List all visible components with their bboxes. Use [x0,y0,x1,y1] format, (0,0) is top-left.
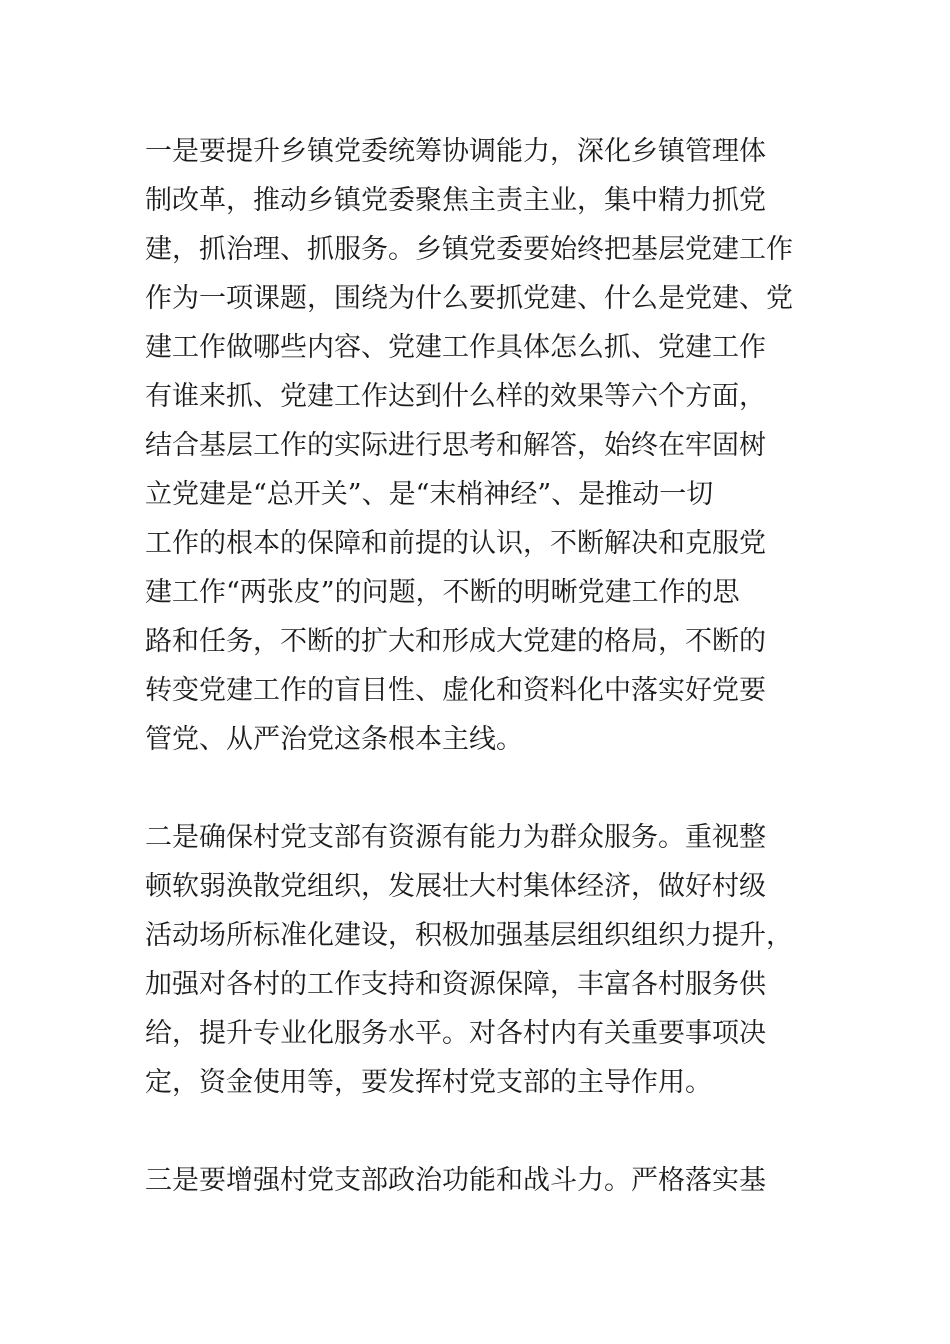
text-line: 给，提升专业化服务水平。对各村内有关重要事项决 [145,1018,766,1049]
text-line: 结合基层工作的实际进行思考和解答，始终在牢固树 [145,430,766,461]
text-line: 管党、从严治党这条根本主线。 [145,724,523,755]
text-line: 建工作“两张皮”的问题，不断的明晰党建工作的思 [145,577,740,608]
text-line: 路和任务，不断的扩大和形成大党建的格局，不断的 [145,626,766,657]
text-line: 立党建是“总开关”、是“末梢神经”、是推动一切 [145,479,714,510]
text-line: 制改革，推动乡镇党委聚焦主责主业，集中精力抓党 [145,185,766,216]
text-line: 作为一项课题，围绕为什么要抓党建、什么是党建、党 [145,283,793,314]
text-line: 建，抓治理、抓服务。乡镇党委要始终把基层党建工作 [145,234,793,265]
text-line: 一是要提升乡镇党委统筹协调能力，深化乡镇管理体 [145,136,766,167]
text-line: 三是要增强村党支部政治功能和战斗力。严格落实基 [145,1165,766,1196]
document-body [145,127,835,1254]
text-line: 活动场所标准化建设，积极加强基层组织组织力提升， [145,920,793,951]
text-line: 转变党建工作的盲目性、虚化和资料化中落实好党要 [145,675,766,706]
text-line: 加强对各村的工作支持和资源保障，丰富各村服务供 [145,969,766,1000]
paragraph-3 [145,1156,835,1205]
paragraph-2 [145,813,835,1107]
text-line: 定，资金使用等，要发挥村党支部的主导作用。 [145,1067,712,1098]
text-line: 有谁来抓、党建工作达到什么样的效果等六个方面， [145,381,766,412]
paragraph-1 [145,127,835,764]
text-line: 工作的根本的保障和前提的认识，不断解决和克服党 [145,528,766,559]
text-line: 二是确保村党支部有资源有能力为群众服务。重视整 [145,822,766,853]
text-line: 顿软弱涣散党组织，发展壮大村集体经济，做好村级 [145,871,766,902]
text-line: 建工作做哪些内容、党建工作具体怎么抓、党建工作 [145,332,766,363]
